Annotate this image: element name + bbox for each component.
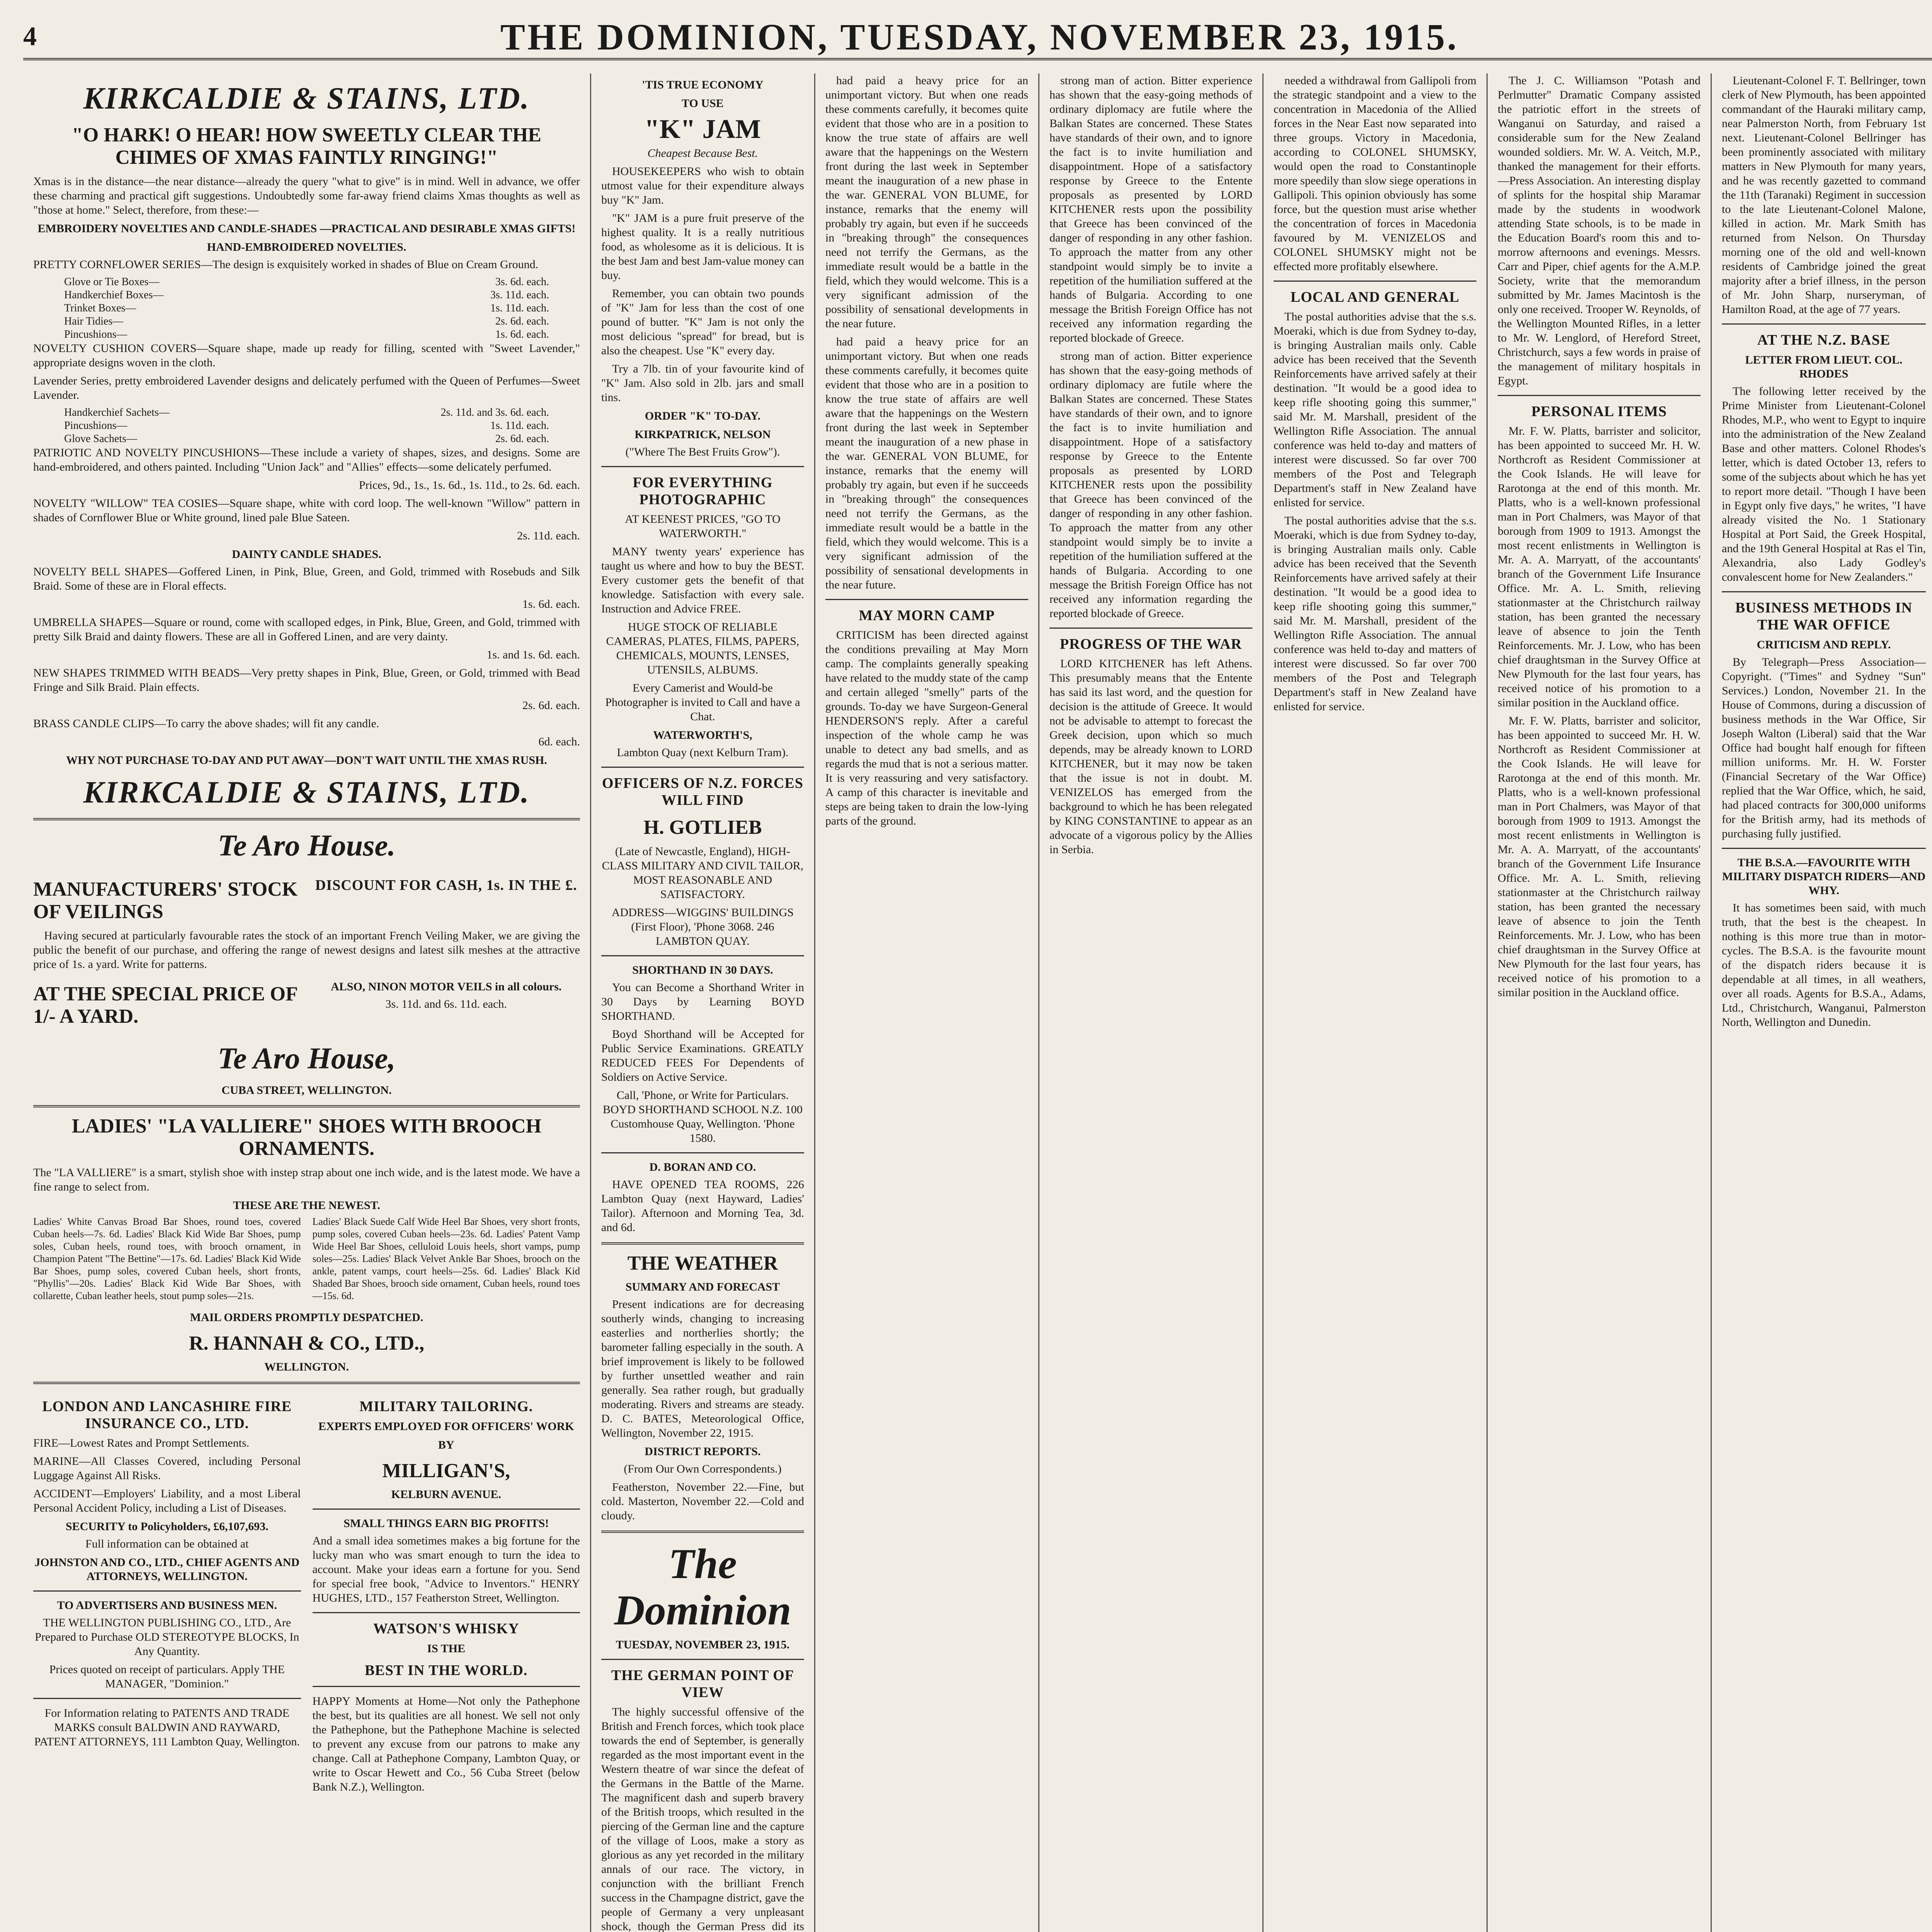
local-body-cont: The postal authorities advise that the s.s. Moeraki, which is due from Sydney to-day, is bringing Australian mails only. Cable advice has been received that the Seventh Reinforcements have arrived safely at their destination. "It would be a good idea to keep rifle shooting going this summer," said Mr. M. Marshall, president of the Wellington Rifle Association. The annual conference was held to-day and matters of interest were discussed. So far over 700 members of the Post and Telegraph Department's staff in New Zealand have enlisted for service.	[1274, 514, 1476, 713]
aro-ninon: ALSO, NINON MOTOR VEILS in all colours.	[331, 980, 562, 993]
waterworth-title: FOR EVERYTHING PHOTOGRAPHIC	[633, 474, 773, 508]
divider	[33, 1698, 301, 1699]
boyd-address: Call, 'Phone, or Write for Particulars. BOYD SHORTHAND SCHOOL N.Z. 100 Customhouse Quay, Wellington. 'Phone 1580.	[602, 1089, 803, 1145]
tailoring-title: MILITARY TAILORING.	[359, 1398, 533, 1415]
col4-body-cont: strong man of action. Bitter experience has shown that the easy-going methods of ordinary diplomacy are futile where the Balkan States are concerned. These States have standards of their own, and to ignore the fact is to invite humiliation and disappointment. Hope of a satisfactory response by Greece to the Entente proposals as presented by LORD KITCHENER rests upon the possibility that Greece has been convinced of the danger of responding in any other fashion. To approach the matter from any other standpoint would simply be to invite a repetition of the humiliation suffered at the hands of Bulgaria. According to one message the British Foreign Office has not received any information regarding the reported blockade of Greece.	[1049, 350, 1252, 620]
boran-title: D. BORAN AND CO.	[649, 1161, 756, 1173]
hannah-headline: LADIES' "LA VALLIERE" SHOES WITH BROOCH ORNAMENTS.	[71, 1115, 542, 1160]
kirkcaldie-bell-price: 1s. 6d. each.	[522, 598, 580, 611]
kirkcaldie-lavender: Lavender Series, pretty embroidered Lavender designs and delicately perfumed with the Queen of Perfumes—Sweet Lavender.	[33, 374, 580, 401]
kirkcaldie-name: KIRKCALDIE & STAINS, LTD.	[83, 82, 530, 116]
patents-body: For Information relating to PATENTS AND TRADE MARKS consult BALDWIN AND RAYWARD, PATENT ATTORNEYS, 111 Lambton Quay, Wellington.	[34, 1707, 300, 1748]
kirkcaldie-cushion: NOVELTY CUSHION COVERS—Square shape, made up ready for filling, scented with "Sweet Lavender," appropriate designs woven in the cloth.	[33, 342, 580, 369]
kirkcaldie-newshapes: NEW SHAPES TRIMMED WITH BEADS—Very pretty shapes in Pink, Blue, Green, or Gold, trimmed with Bead Fringe and Silk Braid. Plain effects.	[33, 667, 580, 694]
kirkcaldie-patriotic-price: Prices, 9d., 1s., 1s. 6d., 1s. 11d., to 2s. 6d. each.	[359, 479, 580, 492]
gotlieb-title: OFFICERS OF N.Z. FORCES WILL FIND	[602, 775, 803, 808]
aro-name: Te Aro House.	[218, 828, 396, 862]
divider	[313, 1612, 580, 1613]
business-subtitle: CRITICISM AND REPLY.	[1757, 638, 1891, 651]
advertisers-body: THE WELLINGTON PUBLISHING CO., LTD., Are Prepared to Purchase OLD STEREOTYPE BLOCKS, In Any Quantity.	[35, 1616, 299, 1658]
kjam-brand: "K" JAM	[644, 114, 761, 144]
insurance-marine: MARINE—All Classes Covered, including Personal Luggage Against All Risks.	[33, 1455, 301, 1482]
base-subtitle: LETTER FROM LIEUT. COL. RHODES	[1745, 354, 1903, 380]
weather-district-sub: (From Our Own Correspondents.)	[624, 1463, 782, 1475]
divider	[313, 1509, 580, 1510]
advertisers-prices: Prices quoted on receipt of particulars. Apply THE MANAGER, "Dominion."	[49, 1663, 285, 1690]
weather-district-body: Featherston, November 22.—Fine, but cold. Masterton, November 22.—Cold and cloudy.	[601, 1481, 804, 1522]
aro-body: Having secured at particularly favourable rates the stock of an important French Veiling Maker, we are giving the public the benefit of our purchase, and offering the range of newest designs and latest silk meshes at the attractive price of 1s. a yard. Write for patterns.	[33, 929, 580, 971]
aro-header	[33, 871, 580, 929]
col3-body: had paid a heavy price for an unimportant victory. But when one reads these comments carefully, it becomes quite evident that those who are in a position to know the true state of affairs are well aware that the happenings on the Western front during the last week in September meant the inauguration of a new phase in the war. GENERAL VON BLUME, for instance, remarks that the enemy will probably try again, but even if he succeeds in "breaking through" the consequences need not terrify the Germans, as the immediate result would be a battle in the field, which they would welcome. This is a very significant admission of the possibility of sensational developments in the near future.	[825, 74, 1028, 330]
may-morn-title: MAY MORN CAMP	[859, 607, 995, 624]
waterworth-name: WATERWORTH'S,	[653, 729, 752, 742]
boyd-title: SHORTHAND IN 30 DAYS.	[632, 964, 773, 976]
base-title: AT THE N.Z. BASE	[1757, 332, 1891, 348]
weather-district: DISTRICT REPORTS.	[645, 1445, 761, 1458]
kjam-title1: 'TIS TRUE ECONOMY	[642, 78, 764, 91]
waterworth-address: Lambton Quay (next Kelburn Tram).	[617, 746, 789, 759]
list-item: Pincushions— 1s. 11d. each.	[64, 420, 549, 432]
insurance-fire: FIRE—Lowest Rates and Prompt Settlements.	[33, 1437, 250, 1449]
list-item: Handkerchief Sachets— 2s. 11d. and 3s. 6d. each.	[64, 406, 549, 418]
list-item: Pincushions— 1s. 6d. each.	[64, 328, 549, 340]
kjam-body4: Try a 7lb. tin of your favourite kind of "K" Jam. Also sold in 2lb. jars and small tins.	[601, 362, 804, 404]
bsa-title: THE B.S.A.—FAVOURITE WITH MILITARY DISPATCH RIDERS—AND WHY.	[1722, 856, 1926, 897]
paper-title: THE DOMINION, TUESDAY, NOVEMBER 23, 1915.	[500, 16, 1459, 58]
kjam-body1: HOUSEKEEPERS who wish to obtain utmost value for their expenditure always buy "K" Jam.	[601, 165, 804, 206]
news-column-5	[1264, 73, 1488, 1932]
kirkcaldie-pretty: PRETTY CORNFLOWER SERIES—The design is exquisitely worked in shades of Blue on Cream Ground.	[33, 258, 539, 271]
hannah-newest: THESE ARE THE NEWEST.	[233, 1199, 380, 1212]
kjam-maker: KIRKPATRICK, NELSON	[634, 428, 771, 441]
col3-body-cont: had paid a heavy price for an unimportant victory. But when one reads these comments carefully, it becomes quite evident that those who are in a position to know the true state of affairs are well aware that the happenings on the Western front during the last week in September meant the inauguration of a new phase in the war. GENERAL VON BLUME, for instance, remarks that the enemy will probably try again, but even if he succeeds in "breaking through" the consequences need not terrify the Germans, as the immediate result would be a battle in the field, which they would welcome. This is a very significant admission of the possibility of sensational developments in the near future.	[825, 335, 1028, 591]
divider	[1722, 591, 1926, 592]
list-item: Trinket Boxes— 1s. 11d. each.	[64, 302, 549, 314]
news-column-6	[1488, 73, 1712, 1932]
kirkcaldie-headline: "O HARK! O HEAR! HOW SWEETLY CLEAR THE CHIMES OF XMAS FAINTLY RINGING!"	[72, 124, 541, 168]
divider	[1274, 281, 1476, 282]
kirkcaldie-willow: NOVELTY "WILLOW" TEA COSIES—Square shape, white with cord loop. The well-known "Willow" pattern in shades of Cornflower Blue or White ground, lined pale Blue Sateen.	[33, 497, 580, 524]
col7-body: Lieutenant-Colonel F. T. Bellringer, town clerk of New Plymouth, has been appointed commandant of the Hauraki military camp, near Palmerston North, from February 1st next. Lieutenant-Colonel Bellringer has been prominently associated with military matters in New Plymouth for many years, and he was recently gazetted to command the 11th (Taranaki) Regiment in succession to the late Lieutenant-Colonel Malone, killed in action. Mr. Mark Smith has returned from Nelson. On Thursday morning one of the old and well-known residents of Cambridge joined the great majority after a brief illness, in the person of Mr. John Sharp, nurseryman, of Hamilton Road, at the age of 77 years.	[1722, 74, 1926, 316]
boyd-body1: You can Become a Shorthand Writer in 30 Days by Learning BOYD SHORTHAND.	[601, 981, 804, 1022]
divider	[1049, 628, 1252, 629]
divider	[601, 1152, 804, 1153]
bottom-ads	[33, 1392, 580, 1798]
personal-title: PERSONAL ITEMS	[1531, 403, 1667, 420]
col6-body: The J. C. Williamson "Potash and Perlmutter" Dramatic Company assisted the patriotic effort in the streets of Wanganui on Saturday, and raised a considerable sum for the New Zealand wounded soldiers. Mr. W. A. Veitch, M.P., thanked the management for their efforts.—Press Association. An interesting display of splints for the hospital ship Maramar made by the students in woodwork attending State schools, is to be made in the Education Board's room this and to-morrow afternoons and evenings. Messrs. Carr and Piper, chief agents for the A.M.P. Society, write that the memorandum submitted by Mr. James Macintosh is the only one received. Trooper W. Reynolds, of the Wellington Mounted Rifles, in a letter to Mr. W. Lenglord, of Hereford Street, Christchurch, says a few words in praise of the management of military hospitals in Egypt.	[1498, 74, 1701, 387]
editorial-body: The highly successful offensive of the British and French forces, which took place towards the end of September, is generally regarded as the most important event in the Western theatre of war since the defeat of the Germans in the Battle of the Marne. The magnificent dash and superb bravery of the British troops, which resulted in the piercing of the German line and the capture of the village of Loos, make a story as glorious as any yet recorded in the military annals of our race. The victory, in conjunction with the brilliant French success in the Champagne district, gave the people of Germany a very unpleasant shock, though the German Press did its	[601, 1706, 804, 1932]
boyd-body2: Boyd Shorthand will be Accepted for Public Service Examinations. GREATLY REDUCED FEES For Dependents of Soldiers on Active Service.	[601, 1028, 804, 1083]
kirkcaldie-section1-sub: HAND-EMBROIDERED NOVELTIES.	[207, 241, 406, 253]
divider	[33, 818, 580, 820]
tailoring-address: KELBURN AVENUE.	[391, 1488, 502, 1501]
divider	[1722, 848, 1926, 849]
waterworth-studio: Every Camerist and Would-be Photographer is invited to Call and have a Chat.	[605, 682, 800, 723]
divider	[601, 1659, 804, 1660]
waterworth-body: MANY twenty years' experience has taught us where and how to buy the BEST. Every customer gets the benefit of that knowledge. Satisfaction with every sale. Instruction and Advice FREE.	[601, 545, 804, 615]
kjam-maker-sub: ("Where The Best Fruits Grow").	[625, 446, 780, 458]
hannah-right-list: Ladies' Black Suede Calf Wide Heel Bar Shoes, very short fronts, pump soles, covered Cuban heels—23s. 6d. Ladies' Patent Vamp Wide Heel Bar Shoes, celluloid Louis heels, short vamps, pump soles—25s. Ladies' Black Velvet Ankle Bar Shoes, brooch on the ankle, patent vamps, court heels—25s. 6d. Ladies' Black Kid Shaded Bar Shoes, brooch side ornament, Cuban heels, round toes—15s. 6d.	[312, 1216, 580, 1301]
hannah-city: WELLINGTON.	[264, 1361, 349, 1373]
kjam-sub: Cheapest Because Best.	[647, 147, 758, 160]
tailoring-by: BY	[438, 1439, 454, 1451]
page-header	[23, 15, 1932, 60]
tailoring-name: MILLIGAN'S,	[382, 1460, 510, 1482]
news-column-7	[1712, 73, 1932, 1932]
divider	[825, 599, 1028, 600]
hannah-left-list: Ladies' White Canvas Broad Bar Shoes, round toes, covered Cuban heels—7s. 6d. Ladies' Black Kid Wide Bar Shoes, pump soles, Cuban heels, round toes, with brooch ornament, in Champion Patent "The Bettine"—17s. 6d. Ladies' Black Kid Wide Bar Shoes, pump soles, covered Cuban heels, short fronts, "Phyllis"—20s. Ladies' Black Kid Wide Bar Shoes, with collarette, Cuban leather heels, stout pump soles—21s.	[33, 1216, 301, 1301]
divider	[601, 955, 804, 956]
hannah-mail: MAIL ORDERS PROMPTLY DESPATCHED.	[190, 1311, 423, 1324]
aro-ninon-price: 3s. 11d. and 6s. 11d. each.	[385, 998, 507, 1010]
news-column-3	[815, 73, 1039, 1932]
insurance-info: Full information can be obtained at	[85, 1537, 249, 1550]
kirkcaldie-newshapes-price: 2s. 6d. each.	[522, 699, 580, 712]
divider	[601, 1242, 804, 1245]
gotlieb-name: H. GOTLIEB	[643, 816, 762, 838]
news-column-4	[1039, 73, 1264, 1932]
hannah-name: R. HANNAH & CO., LTD.,	[189, 1332, 425, 1354]
kirkcaldie-items	[33, 276, 580, 341]
editorial-date: TUESDAY, NOVEMBER 23, 1915.	[616, 1638, 790, 1651]
advertisement-column	[23, 73, 591, 1932]
weather-body: Present indications are for decreasing southerly winds, changing to increasing easterlies and northerlies shortly; the barometer falling especially in the south. A brief improvement is likely to be followed by further unsettled weather and rain generally. Sea rather rough, but gradually moderating. Rivers and streams are steady. D. C. BATES, Meteorological Office, Wellington, November 22, 1915.	[601, 1298, 804, 1439]
kirkcaldie-bell: NOVELTY BELL SHAPES—Goffered Linen, in Pink, Blue, Green, and Gold, trimmed with Rosebuds and Silk Braid. Some of these are in Floral effects.	[33, 565, 580, 592]
editorial-masthead: The Dominion	[614, 1540, 791, 1634]
kirkcaldie-umbrella: UMBRELLA SHAPES—Square or round, come with scalloped edges, in Pink, Blue, Green, and Gold, trimmed with pretty Silk Braid and dainty flowers. These are all in Goffered Linen, and are very dainty.	[33, 616, 580, 643]
aro-discount: DISCOUNT FOR CASH, 1s. IN THE £.	[315, 877, 577, 893]
kirkcaldie-lavender-items	[33, 406, 580, 446]
divider	[33, 1382, 580, 1384]
kjam-order: ORDER "K" TO-DAY.	[645, 410, 761, 422]
kirkcaldie-name-footer: KIRKCALDIE & STAINS, LTD.	[83, 776, 530, 810]
progress-title: PROGRESS OF THE WAR	[1060, 636, 1242, 652]
watsons-line1: IS THE	[427, 1642, 466, 1655]
kirkcaldie-brass-price: 6d. each.	[538, 735, 580, 748]
list-item: Glove or Tie Boxes— 3s. 6d. each.	[64, 276, 549, 288]
divider	[1722, 323, 1926, 325]
kirkcaldie-willow-price: 2s. 11d. each.	[517, 529, 580, 542]
aro-manufacturers: MANUFACTURERS' STOCK OF VEILINGS	[33, 878, 298, 923]
editorial-title: THE GERMAN POINT OF VIEW	[611, 1667, 794, 1701]
list-item: Glove Sachets— 2s. 6d. each.	[64, 433, 549, 445]
waterworth-stock: HUGE STOCK OF RELIABLE CAMERAS, PLATES, FILMS, PAPERS, CHEMICALS, MOUNTS, LENSES, UTENSILS, ALBUMS.	[606, 621, 799, 676]
business-title: BUSINESS METHODS IN THE WAR OFFICE	[1735, 600, 1913, 633]
waterworth-sub: AT KEENEST PRICES, "GO TO WATERWORTH."	[625, 513, 781, 540]
divider	[601, 767, 804, 768]
weather-title: THE WEATHER	[627, 1252, 778, 1274]
ads-column-2	[591, 73, 815, 1932]
advertisers-title: TO ADVERTISERS AND BUSINESS MEN.	[57, 1599, 277, 1612]
kirkcaldie-section1: EMBROIDERY NOVELTIES AND CANDLE-SHADES —PRACTICAL AND DESIRABLE XMAS GIFTS!	[37, 222, 576, 235]
aro-special: AT THE SPECIAL PRICE OF 1/- A YARD.	[33, 983, 297, 1027]
insurance-accident: ACCIDENT—Employers' Liability, and a most Liberal Personal Accident Policy, including a List of Diseases.	[33, 1487, 301, 1514]
boran-body: HAVE OPENED TEA ROOMS, 226 Lambton Quay (next Hayward, Ladies' Tailor). Afternoon and Morning Tea, 3d. and 6d.	[601, 1178, 804, 1234]
divider	[33, 1105, 580, 1107]
base-body: The following letter received by the Prime Minister from Lieutenant-Colonel Rhodes, M.P., who went to Egypt to inquire into the administration of the New Zealand Base and other matters. Colonel Rhodes's letter, which is dated October 13, refers to some of the subjects about which he has yet to report more detail. "Though I have been in Egypt only five days," he writes, "I have already visited the No. 1 Stationary Hospital at Port Said, the Greek Hospital, and the 19th General Hospital at Ras el Tin, Alexandria, also Lady Godley's convalescent home for New Zealanders."	[1722, 385, 1926, 583]
col5-body: needed a withdrawal from Gallipoli from the strategic standpoint and a view to the concentration in Macedonia of the Allied forces in the Near East now separated into three groups. Victory in Macedonia, according to COLONEL SHUMSKY, would open the road to Constantinople more speedily than slow siege operations in Gallipoli. This opinion obviously has some force, but the question must arise whether the concentration of forces in Macedonia favoured by M. VENIZELOS and COLONEL SHUMSKY might not be effected more profitably elsewhere.	[1274, 74, 1476, 273]
aro-special-row	[33, 975, 580, 1033]
progress-body: LORD KITCHENER has left Athens. This presumably means that the Entente has said its last word, and the question for decision is the attitude of Greece. It would not be advisable to attempt to forecast the Greek decision, upon which so much depends, may be already known to LORD KITCHENER, but it may now be taken that the issue is not in doubt. M. VENIZELOS has emerged from the background to which he has been relegated by KING CONSTANTINE to appear as an advocate of a vigorous policy by the Allies in Serbia.	[1049, 657, 1252, 856]
kjam-title2: TO USE	[682, 97, 724, 110]
personal-body: Mr. F. W. Platts, barrister and solicitor, has been appointed to succeed Mr. H. W. Northcroft as Resident Commissioner at the Cook Islands. He will leave for Rarotonga at the end of this month. Mr. Platts, who is a well-known professional man in Port Chalmers, was Mayor of that borough from 1909 to 1913. Amongst the most recent enlistments in Wellington is Mr. A. A. Marryatt, of the accountants' branch of the Government Life Insurance Office. Mr. A. L. Smith, relieving stationmaster at the Christchurch railway station, has been granted the necessary leave of absence to join the Tenth Reinforcements. Mr. J. Low, who has been chief draughtsman in the Survey Office at New Plymouth for the last four years, has received notice of his promotion to a similar position in the Auckland office.	[1498, 425, 1701, 709]
kjam-body3: Remember, you can obtain two pounds of "K" Jam for less than the cost of one pound of butter. "K" Jam is not only the most delicious "spread" for bread, but is also the cheapest. Use "K" every day.	[601, 287, 804, 357]
local-title: LOCAL AND GENERAL	[1290, 289, 1460, 305]
kirkcaldie-brass: BRASS CANDLE CLIPS—To carry the above shades; will fit any candle.	[33, 717, 379, 730]
may-morn-body: CRITICISM has been directed against the conditions prevailing at May Morn camp. The complaints generally speaking have related to the muddy state of the camp and certain alleged "smelly" parts of the grounds. To-day we have Surgeon-General HENDERSON'S reply. After a careful inspection of the whole camp he was unable to detect any bad smells, and as regards the mud that is not a serious matter. It is very reassuring and very satisfactory. A camp of this character is inevitable and steps are being taken to drain the low-lying parts of the ground.	[825, 629, 1028, 827]
business-body: By Telegraph—Press Association—Copyright. ("Times" and Sydney "Sun" Services.) London, November 21. In the House of Commons, during a discussion of business methods in the War Office, Sir Joseph Walton (Liberal) said that the War Office had bought half enough for fifteen million uniforms. Mr. H. W. Forster (Financial Secretary of the War Office) replied that the War Office, which, he said, had placed contracts for 300,000 uniforms for the British army, had its methods of purchasing fully justified.	[1722, 656, 1926, 840]
divider	[601, 466, 804, 467]
weather-subtitle: SUMMARY AND FORECAST	[625, 1281, 780, 1293]
happy-body: HAPPY Moments at Home—Not only the Pathephone the best, but its qualities are all honest. We sell not only the Pathephone, but the Pathephone Machine is selected to prevent any excuse from our patrons to make any change. Call at Pathephone Company, Lambton Quay, or write to Oscar Hewett and Co., 56 Cuba Street (below Bank N.Z.), Wellington.	[312, 1695, 580, 1793]
list-item: Hair Tidies— 2s. 6d. each.	[64, 315, 549, 327]
watsons-name: WATSON'S WHISKY	[373, 1621, 519, 1637]
divider	[601, 1531, 804, 1533]
personal-body-cont: Mr. F. W. Platts, barrister and solicitor, has been appointed to succeed Mr. H. W. Northcroft as Resident Commissioner at the Cook Islands. He will leave for Rarotonga at the end of this month. Mr. Platts, who is a well-known professional man in Port Chalmers, was Mayor of that borough from 1909 to 1913. Amongst the most recent enlistments in Wellington is Mr. A. A. Marryatt, of the accountants' branch of the Government Life Insurance Office. Mr. A. L. Smith, relieving stationmaster at the Christchurch railway station, has been granted the necessary leave of absence to join the Tenth Reinforcements. Mr. J. Low, who has been chief draughtsman in the Survey Office at New Plymouth for the last four years, has received notice of his promotion to a similar position in the Auckland office.	[1498, 714, 1701, 999]
kirkcaldie-umbrella-price: 1s. and 1s. 6d. each.	[486, 648, 580, 661]
col4-body: strong man of action. Bitter experience has shown that the easy-going methods of ordinary diplomacy are futile where the Balkan States are concerned. These States have standards of their own, and to ignore the fact is to invite humiliation and disappointment. Hope of a satisfactory response by Greece to the Entente proposals as presented by LORD KITCHENER rests upon the possibility that Greece has been convinced of the danger of responding in any other fashion. To approach the matter from any other standpoint would simply be to invite a repetition of the humiliation suffered at the hands of Bulgaria. According to one message the British Foreign Office has not received any information regarding the reported blockade of Greece.	[1049, 74, 1252, 344]
kjam-body2: "K" JAM is a pure fruit preserve of the highest quality. It is a really nutritious food, as wholesome as it is delicious. It is the best Jam and best Jam-value money can buy.	[601, 212, 804, 282]
bsa-body: It has sometimes been said, with much truth, that the best is the cheapest. In nothing is this more true than in motor-cycles. The B.S.A. is the favourite mount of the dispatch riders because it is dependable at all times, in all weathers, over all roads. Agents for B.S.A., Adams, Ltd., Christchurch, Wanganui, Palmerston North, Wellington and Dunedin.	[1722, 901, 1926, 1029]
page-number: 4	[23, 22, 37, 51]
kirkcaldie-patriotic: PATRIOTIC AND NOVELTY PINCUSHIONS—These include a variety of shapes, sizes, and designs. Some are hand-embroidered, and others painted. Including "Union Jack" and "Allies" effects—some delicately perfumed.	[33, 446, 580, 473]
gotlieb-address: ADDRESS—WIGGINS' BUILDINGS (First Floor), 'Phone 3068. 246 LAMBTON QUAY.	[611, 906, 794, 947]
divider	[1498, 395, 1701, 396]
list-item: Handkerchief Boxes— 3s. 11d. each.	[64, 289, 549, 301]
kirkcaldie-dainty: DAINTY CANDLE SHADES.	[232, 548, 381, 561]
divider	[33, 1590, 301, 1592]
insurance-agents: JOHNSTON AND CO., LTD., CHIEF AGENTS AND ATTORNEYS, WELLINGTON.	[34, 1556, 300, 1583]
gotlieb-sub: (Late of Newcastle, England), HIGH-CLASS MILITARY AND CIVIL TAILOR, MOST REASONABLE AND SATISFACTORY.	[602, 845, 804, 901]
insurance-security: SECURITY to Policyholders, £6,107,693.	[65, 1520, 269, 1533]
divider	[313, 1686, 580, 1687]
local-body: The postal authorities advise that the s.s. Moeraki, which is due from Sydney to-day, is bringing Australian mails only. Cable advice has been received that the Seventh Reinforcements have arrived safely at their destination. "It would be a good idea to keep rifle shooting going this summer," said Mr. M. Marshall, president of the Wellington Rifle Association. The annual conference was held to-day and matters of interest were discussed. So far over 700 members of the Post and Telegraph Department's staff in New Zealand have enlisted for service.	[1274, 310, 1476, 509]
kirkcaldie-closing: WHY NOT PURCHASE TO-DAY AND PUT AWAY—DON'T WAIT UNTIL THE XMAS RUSH.	[66, 754, 547, 767]
columns	[23, 73, 1932, 1932]
aro-address: CUBA STREET, WELLINGTON.	[221, 1084, 392, 1097]
hannah-lists	[33, 1216, 580, 1306]
tailoring-line1: EXPERTS EMPLOYED FOR OFFICERS' WORK	[318, 1420, 574, 1433]
aro-name-footer: Te Aro House,	[218, 1041, 396, 1075]
insurance-name: LONDON AND LANCASHIRE FIRE INSURANCE CO., LTD.	[42, 1398, 292, 1432]
small-things-body: And a small idea sometimes makes a big fortune for the lucky man who was smart enough to turn the idea to account. Make your ideas earn a fortune for you. Send for special free book, "Advice to Inventors." HENRY HUGHES, LTD., 157 Featherston Street, Wellington.	[312, 1534, 580, 1604]
kirkcaldie-intro: Xmas is in the distance—the near distance—already the query "what to give" is in mind. Well in advance, we offer these charming and practical gift suggestions. Undoubtedly some far-away friend claims Xmas thoughts as well as "those at home." Select, therefore, from these:—	[33, 175, 580, 216]
small-things-title: SMALL THINGS EARN BIG PROFITS!	[344, 1517, 549, 1530]
hannah-body: The "LA VALLIERE" is a smart, stylish shoe with instep strap about one inch wide, and is the latest mode. We have a fine range to select from.	[33, 1166, 580, 1193]
watsons-line2: BEST IN THE WORLD.	[365, 1662, 528, 1679]
